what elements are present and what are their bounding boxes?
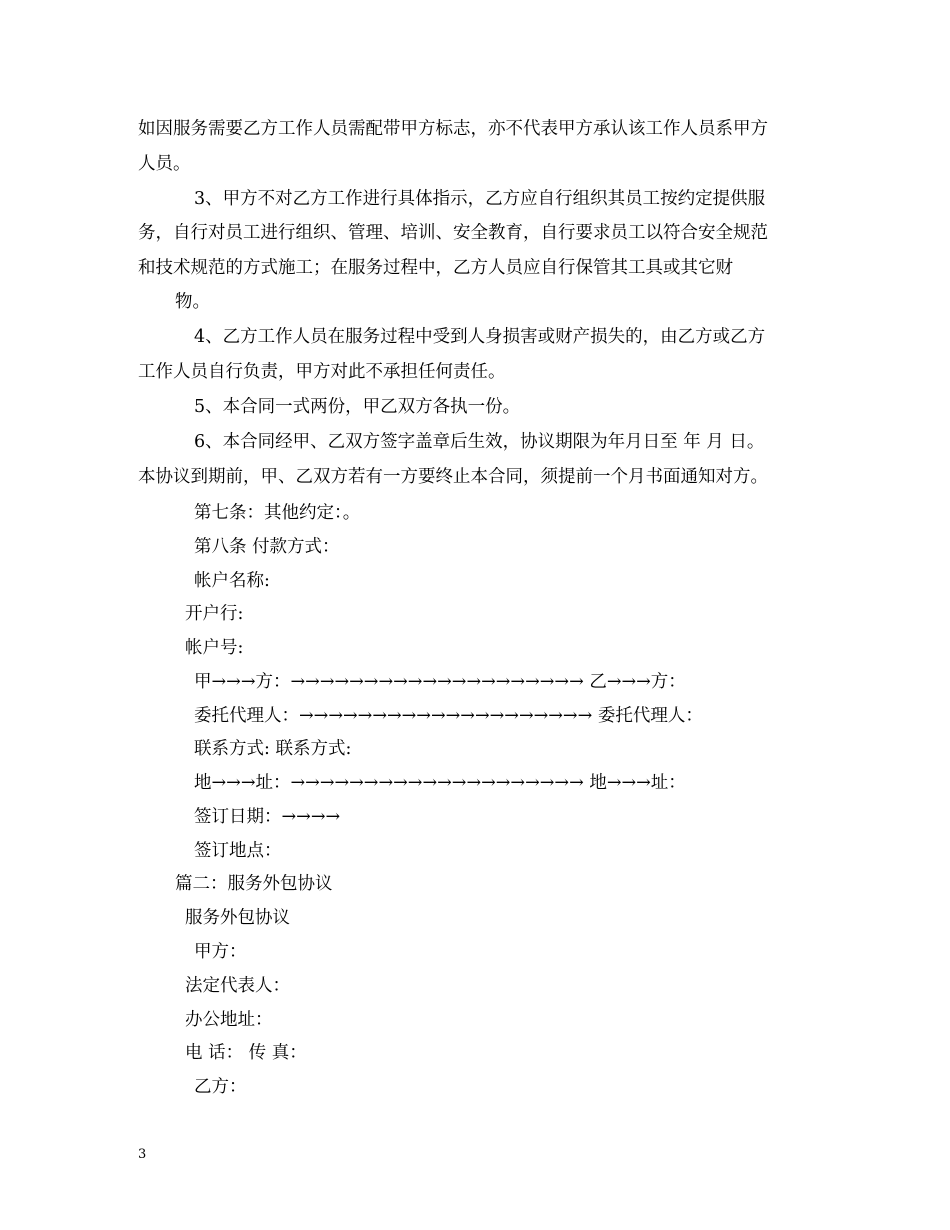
account-name-label: 帐户名称: <box>194 571 270 591</box>
party-a-label: 甲方： <box>194 942 247 962</box>
article-7-heading: 第七条：其他约定：。 <box>194 503 361 523</box>
chapter-heading: 篇二：服务外包协议 <box>175 874 333 894</box>
bank-label: 开户行: <box>185 604 244 624</box>
clause-5-line: 5、本合同一式两份，甲乙双方各执一份。 <box>194 397 521 417</box>
clause-6-line: 6、本合同经甲、乙双方签字盖章后生效，协议期限为年月日至 年 月 日。 <box>194 432 765 452</box>
account-number-label: 帐户号: <box>185 638 244 658</box>
signature-address-row: 地→→→址：→→→→→→→→→→→→→→→→→→→→ 地→→→址： <box>194 773 686 793</box>
clause-3-line: 和技术规范的方式施工；在服务过程中，乙方人员应自行保管其工具或其它财 <box>138 258 733 278</box>
clause-6-line: 本协议到期前，甲、乙双方若有一方要终止本合同，须提前一个月书面通知对方。 <box>138 467 768 487</box>
clause-3-line: 物。 <box>175 292 210 312</box>
signature-party-row: 甲→→→方：→→→→→→→→→→→→→→→→→→→→ 乙→→→方： <box>194 672 686 692</box>
agreement-title: 服务外包协议 <box>185 908 290 928</box>
party-b-label: 乙方： <box>194 1077 247 1097</box>
office-address-label: 办公地址： <box>185 1010 273 1030</box>
article-8-heading: 第八条 付款方式： <box>194 537 340 557</box>
legal-representative-label: 法定代表人： <box>185 976 290 996</box>
paragraph-line: 如因服务需要乙方工作人员需配带甲方标志，亦不代表甲方承认该工作人员系甲方 <box>138 119 768 139</box>
page-number: 3 <box>138 1147 147 1162</box>
clause-3-line: 务，自行对员工进行组织、管理、培训、安全教育，自行要求员工以符合安全规范 <box>138 223 768 243</box>
phone-fax-label: 电 话： 传 真： <box>185 1043 307 1063</box>
signature-contact-row: 联系方式: 联系方式: <box>194 739 352 759</box>
signature-agent-row: 委托代理人：→→→→→→→→→→→→→→→→→→→→ 委托代理人： <box>194 706 703 726</box>
signing-place-row: 签订地点： <box>194 841 282 861</box>
clause-4-line: 4、乙方工作人员在服务过程中受到人身损害或财产损失的，由乙方或乙方 <box>194 327 766 347</box>
paragraph-line: 人员。 <box>138 154 191 174</box>
clause-3-line: 3、甲方不对乙方工作进行具体指示，乙方应自行组织其员工按约定提供服 <box>194 189 766 209</box>
signing-date-row: 签订日期：→→→→ <box>194 807 341 827</box>
clause-4-line: 工作人员自行负责，甲方对此不承担任何责任。 <box>138 362 506 382</box>
